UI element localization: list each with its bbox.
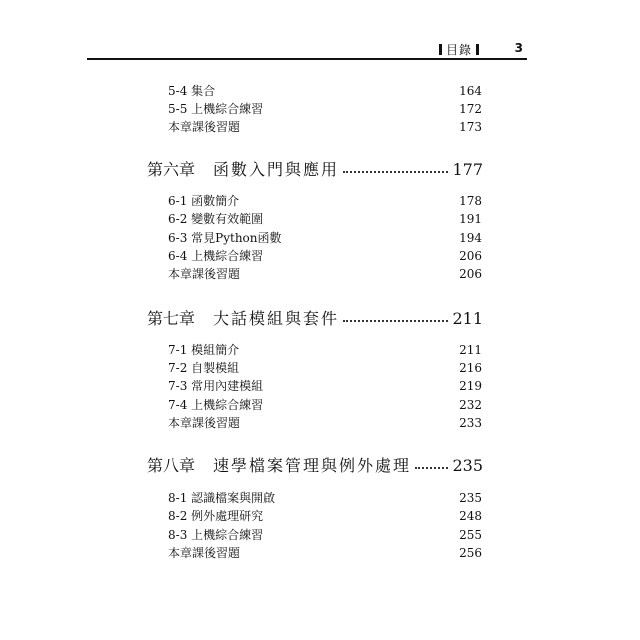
toc-entry: 8-2 例外處理研究 248 — [168, 509, 482, 523]
chapter-heading: 第七章 大話模組與套件 211 — [147, 309, 483, 328]
toc-entry: 7-2 自製模組 216 — [168, 361, 482, 375]
toc-entry: 8-1 認識檔案與開啟 235 — [168, 491, 482, 505]
toc-entry: 5-4 集合 164 — [168, 84, 482, 98]
dot-leader — [343, 320, 448, 322]
toc-entry: 本章課後習題 206 — [168, 267, 482, 281]
page-number: 3 — [514, 41, 523, 55]
toc-entry: 6-3 常見Python函數 194 — [168, 231, 482, 245]
toc-entry: 本章課後習題 256 — [168, 546, 482, 560]
toc-entry: 8-3 上機綜合練習 255 — [168, 528, 482, 542]
toc-entry: 5-5 上機綜合練習 172 — [168, 102, 482, 116]
toc-entry: 本章課後習題 233 — [168, 416, 482, 430]
toc-entry: 本章課後習題 173 — [168, 120, 482, 134]
toc-entry: 7-3 常用內建模組 219 — [168, 379, 482, 393]
chapter-heading: 第八章 速學檔案管理與例外處理 235 — [147, 456, 483, 475]
toc-entry: 7-1 模組簡介 211 — [168, 343, 482, 357]
toc-entry: 7-4 上機綜合練習 232 — [168, 398, 482, 412]
toc-entry: 6-2 變數有效範圍 191 — [168, 212, 482, 226]
toc-entry: 6-4 上機綜合練習 206 — [168, 249, 482, 263]
dot-leader — [343, 171, 448, 173]
dot-leader — [415, 467, 448, 469]
chapter-heading: 第六章 函數入門與應用 177 — [147, 160, 483, 179]
toc-entry: 6-1 函數簡介 178 — [168, 194, 482, 208]
section-label: 目錄 — [435, 41, 483, 58]
